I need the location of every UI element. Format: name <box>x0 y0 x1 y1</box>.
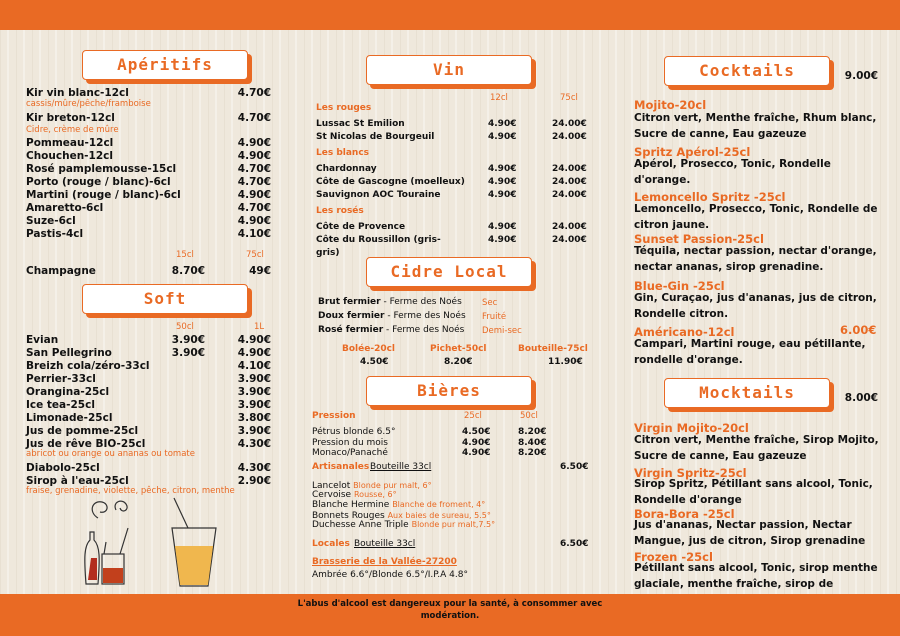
biere-artisanale: Cervoise Rousse, 6° <box>312 490 397 500</box>
aperitif-price: 4.70€ <box>237 112 271 124</box>
bieres-artisanales-price: 6.50€ <box>560 462 589 472</box>
wine-price-75cl: 24.00€ <box>552 190 587 200</box>
biere-artisanale: Lancelot Blonde pur malt, 6° <box>312 481 432 491</box>
wine-price-12cl: 4.90€ <box>488 222 517 232</box>
soft-price-50cl: 3.90€ <box>171 334 205 346</box>
wine-price-12cl: 4.90€ <box>488 177 517 187</box>
mocktail-desc: Sirop Spritz, Pétillant sans alcool, Tonic, Rondelle d'orange <box>634 478 873 506</box>
wine-name: Sauvignon AOC Touraine <box>316 190 441 200</box>
wine-name: Côte de Provence <box>316 222 406 232</box>
biere-price-50cl: 8.40€ <box>518 438 547 448</box>
bieres-title: Bières <box>366 376 532 406</box>
bieres-pression-label: Pression <box>312 411 356 421</box>
aperitif-note: Cidre, crème de mûre <box>26 125 119 135</box>
aperitif-price: 4.90€ <box>237 215 271 227</box>
wine-price-75cl: 24.00€ <box>552 132 587 142</box>
aperitif-name: Pastis-4cl <box>26 228 84 240</box>
vin-col1: 12cl <box>490 93 508 103</box>
cocktail-desc: Lemoncello, Prosecco, Tonic, Rondelle de citron jaune. <box>634 203 878 231</box>
soft-name: Sirop à l'eau-25cl <box>26 475 129 487</box>
cidre-size-label: Pichet-50cl <box>430 344 487 354</box>
footer-warning: L'abus d'alcool est dangereux pour la santé, à consommer avec modération. <box>297 599 603 621</box>
wine-price-75cl: 24.00€ <box>552 177 587 187</box>
bieres-col2: 50cl <box>520 411 538 421</box>
soft-price-1l: 4.30€ <box>237 462 271 474</box>
cidre-name: Brut fermier - Ferme des Noés <box>318 297 462 307</box>
soft-name: Breizh cola/zéro-33cl <box>26 360 150 372</box>
soft-name: Perrier-33cl <box>26 373 96 385</box>
soft-name: Ice tea-25cl <box>26 399 95 411</box>
biere-price-25cl: 4.90€ <box>462 438 491 448</box>
bieres-locales-price: 6.50€ <box>560 539 589 549</box>
soft-name: Limonade-25cl <box>26 412 113 424</box>
cidre-size-label: Bolée-20cl <box>342 344 396 354</box>
wine-name: St Nicolas de Bourgeuil <box>316 132 435 142</box>
vin-blancs-label: Les blancs <box>316 148 370 158</box>
soft-col2: 1L <box>254 322 265 332</box>
wine-price-12cl: 4.90€ <box>488 119 517 129</box>
soft-note: abricot ou orange ou ananas ou tomate <box>26 449 195 459</box>
cocktail-price: 6.00€ <box>840 323 877 337</box>
soft-name: Evian <box>26 334 59 346</box>
vin-roses-label: Les rosés <box>316 206 364 216</box>
cocktail-desc: Gin, Curaçao, jus d'ananas, jus de citron, Rondelle citron. <box>634 292 877 320</box>
soft-price-1l: 3.90€ <box>237 386 271 398</box>
aperitif-name: Porto (rouge / blanc)-6cl <box>26 176 171 188</box>
mocktail-name: Virgin Spritz-25cl <box>634 466 747 480</box>
soft-price-50cl: 3.90€ <box>171 347 205 359</box>
champagne-price-75cl: 49€ <box>249 265 271 277</box>
mocktail-desc: Pétillant sans alcool, Tonic, sirop menthe glaciale, menthe fraîche, sirop de <box>634 562 878 590</box>
cocktail-name: Blue-Gin -25cl <box>634 279 725 293</box>
cocktail-desc: Apérol, Prosecco, Tonic, Rondelle d'orange. <box>634 158 831 186</box>
soft-price-1l: 4.30€ <box>237 438 271 450</box>
wine-name: Lussac St Emilion <box>316 119 405 129</box>
biere-pression-name: Pression du mois <box>312 438 388 448</box>
cocktail-name: Lemoncello Spritz -25cl <box>634 190 786 204</box>
soft-name: Diabolo-25cl <box>26 462 100 474</box>
bieres-bouteille-label: Bouteille 33cl <box>370 462 432 472</box>
biere-artisanale: Duchesse Anne Triple Blonde pur malt,7.5° <box>312 520 496 530</box>
wine-name: Côte de Gascogne (moelleux) <box>316 177 465 187</box>
wine-price-75cl: 24.00€ <box>552 164 587 174</box>
cocktail-name: Mojito-20cl <box>634 98 707 112</box>
wine-price-75cl: 24.00€ <box>552 119 587 129</box>
cidre-type: Demi-sec <box>482 326 522 336</box>
cocktail-desc: Citron vert, Menthe fraîche, Rhum blanc, Sucre de canne, Eau gazeuze <box>634 112 877 140</box>
biere-price-25cl: 4.90€ <box>462 448 491 458</box>
wine-name: Chardonnay <box>316 164 377 174</box>
soft-name: Orangina-25cl <box>26 386 110 398</box>
soft-price-1l: 3.90€ <box>237 399 271 411</box>
drinks-illustration <box>76 488 226 592</box>
aperitif-name: Martini (rouge / blanc)-6cl <box>26 189 181 201</box>
mocktail-desc: Citron vert, Menthe fraîche, Sirop Mojito, Sucre de canne, Eau gazeuze <box>634 434 879 462</box>
bieres-col1: 25cl <box>464 411 482 421</box>
cidre-size-price: 4.50€ <box>360 357 389 367</box>
biere-price-50cl: 8.20€ <box>518 427 547 437</box>
aperitif-price: 4.10€ <box>237 228 271 240</box>
soft-price-1l: 4.10€ <box>237 360 271 372</box>
wine-price-75cl: 24.00€ <box>552 222 587 232</box>
vin-title: Vin <box>366 55 532 85</box>
wine-name: Côte du Roussillon (gris- <box>316 235 441 245</box>
bieres-artisanales-label: Artisanales <box>312 462 370 472</box>
aperitif-name: Kir vin blanc-12cl <box>26 87 129 99</box>
cocktails-price: 9.00€ <box>844 70 878 82</box>
champagne-price-15cl: 8.70€ <box>171 265 205 277</box>
soft-price-1l: 2.90€ <box>237 475 271 487</box>
cidre-size-price: 8.20€ <box>444 357 473 367</box>
aperitif-name: Kir breton-12cl <box>26 112 115 124</box>
cocktail-desc: Campari, Martini rouge, eau pétillante, rondelle d'orange. <box>634 338 866 366</box>
wine-price-12cl: 4.90€ <box>488 164 517 174</box>
cidre-title: Cidre Local <box>366 257 532 287</box>
aperitif-price: 4.90€ <box>237 189 271 201</box>
mocktail-name: Bora-Bora -25cl <box>634 507 735 521</box>
mocktail-desc: Jus d'ananas, Nectar passion, Nectar Mangue, jus de citron, Sirop grenadine <box>634 519 866 547</box>
cidre-type: Sec <box>482 298 498 308</box>
aperitif-price: 4.70€ <box>237 87 271 99</box>
champagne-col1: 15cl <box>176 250 194 260</box>
aperitif-name: Pommeau-12cl <box>26 137 114 149</box>
aperitif-price: 4.70€ <box>237 176 271 188</box>
cidre-type: Fruité <box>482 312 507 322</box>
champagne-name: Champagne <box>26 265 96 277</box>
cocktail-name: Sunset Passion-25cl <box>634 232 764 246</box>
soft-note: fraise, grenadine, violette, pêche, citron, menthe <box>26 486 235 496</box>
mocktail-name: Virgin Mojito-20cl <box>634 421 749 435</box>
biere-artisanale: Blanche Hermine Blanche de froment, 4° <box>312 500 486 510</box>
champagne-col2: 75cl <box>246 250 264 260</box>
aperitif-name: Amaretto-6cl <box>26 202 104 214</box>
soft-price-1l: 4.90€ <box>237 334 271 346</box>
brasserie-desc: Ambrée 6.6°/Blonde 6.5°/I.P.A 4.8° <box>312 570 468 580</box>
bieres-locales-label: Locales <box>312 539 350 549</box>
cidre-name: Rosé fermier - Ferme des Noés <box>318 325 465 335</box>
mocktails-title: Mocktails <box>664 378 830 408</box>
aperitif-name: Rosé pamplemousse-15cl <box>26 163 177 175</box>
cidre-name: Doux fermier - Ferme des Noés <box>318 311 466 321</box>
vin-rouges-label: Les rouges <box>316 103 372 113</box>
vin-col2: 75cl <box>560 93 578 103</box>
aperitif-name: Suze-6cl <box>26 215 76 227</box>
soft-price-1l: 4.90€ <box>237 347 271 359</box>
aperitif-name: Chouchen-12cl <box>26 150 113 162</box>
wine-name-cont: gris) <box>316 248 340 258</box>
cocktail-name: Américano-12cl <box>634 325 735 339</box>
wine-price-75cl: 24.00€ <box>552 235 587 245</box>
aperitif-note: cassis/mûre/pêche/framboise <box>26 99 151 109</box>
soft-price-1l: 3.90€ <box>237 373 271 385</box>
biere-artisanale: Bonnets Rouges Aux baies de sureau, 5.5° <box>312 511 491 521</box>
cocktail-name: Spritz Apérol-25cl <box>634 145 751 159</box>
brasserie-name: Brasserie de la Vallée-27200 <box>312 557 457 567</box>
wine-price-12cl: 4.90€ <box>488 235 517 245</box>
soft-price-1l: 3.90€ <box>237 425 271 437</box>
aperitif-price: 4.70€ <box>237 202 271 214</box>
wine-price-12cl: 4.90€ <box>488 132 517 142</box>
soft-col1: 50cl <box>176 322 194 332</box>
soft-name: San Pellegrino <box>26 347 112 359</box>
biere-pression-name: Pétrus blonde 6.5° <box>312 427 396 437</box>
soft-name: Jus de pomme-25cl <box>26 425 139 437</box>
aperitif-price: 4.70€ <box>237 163 271 175</box>
biere-price-25cl: 4.50€ <box>462 427 491 437</box>
aperitifs-title: Apéritifs <box>82 50 248 80</box>
cocktail-desc: Téquila, nectar passion, nectar d'orange, nectar ananas, sirop grenadine. <box>634 245 877 273</box>
bieres-locales-bouteille: Bouteille 33cl <box>354 539 416 549</box>
cidre-size-price: 11.90€ <box>548 357 583 367</box>
top-band <box>0 0 900 30</box>
cidre-size-label: Bouteille-75cl <box>518 344 588 354</box>
biere-price-50cl: 8.20€ <box>518 448 547 458</box>
cocktails-title: Cocktails <box>664 56 830 86</box>
wine-price-12cl: 4.90€ <box>488 190 517 200</box>
aperitif-price: 4.90€ <box>237 150 271 162</box>
soft-name: Jus de rêve BIO-25cl <box>26 438 146 450</box>
mocktails-price: 8.00€ <box>844 392 878 404</box>
aperitif-price: 4.90€ <box>237 137 271 149</box>
mocktail-name: Frozen -25cl <box>634 550 713 564</box>
soft-price-1l: 3.80€ <box>237 412 271 424</box>
soft-title: Soft <box>82 284 248 314</box>
biere-pression-name: Monaco/Panaché <box>312 448 388 458</box>
